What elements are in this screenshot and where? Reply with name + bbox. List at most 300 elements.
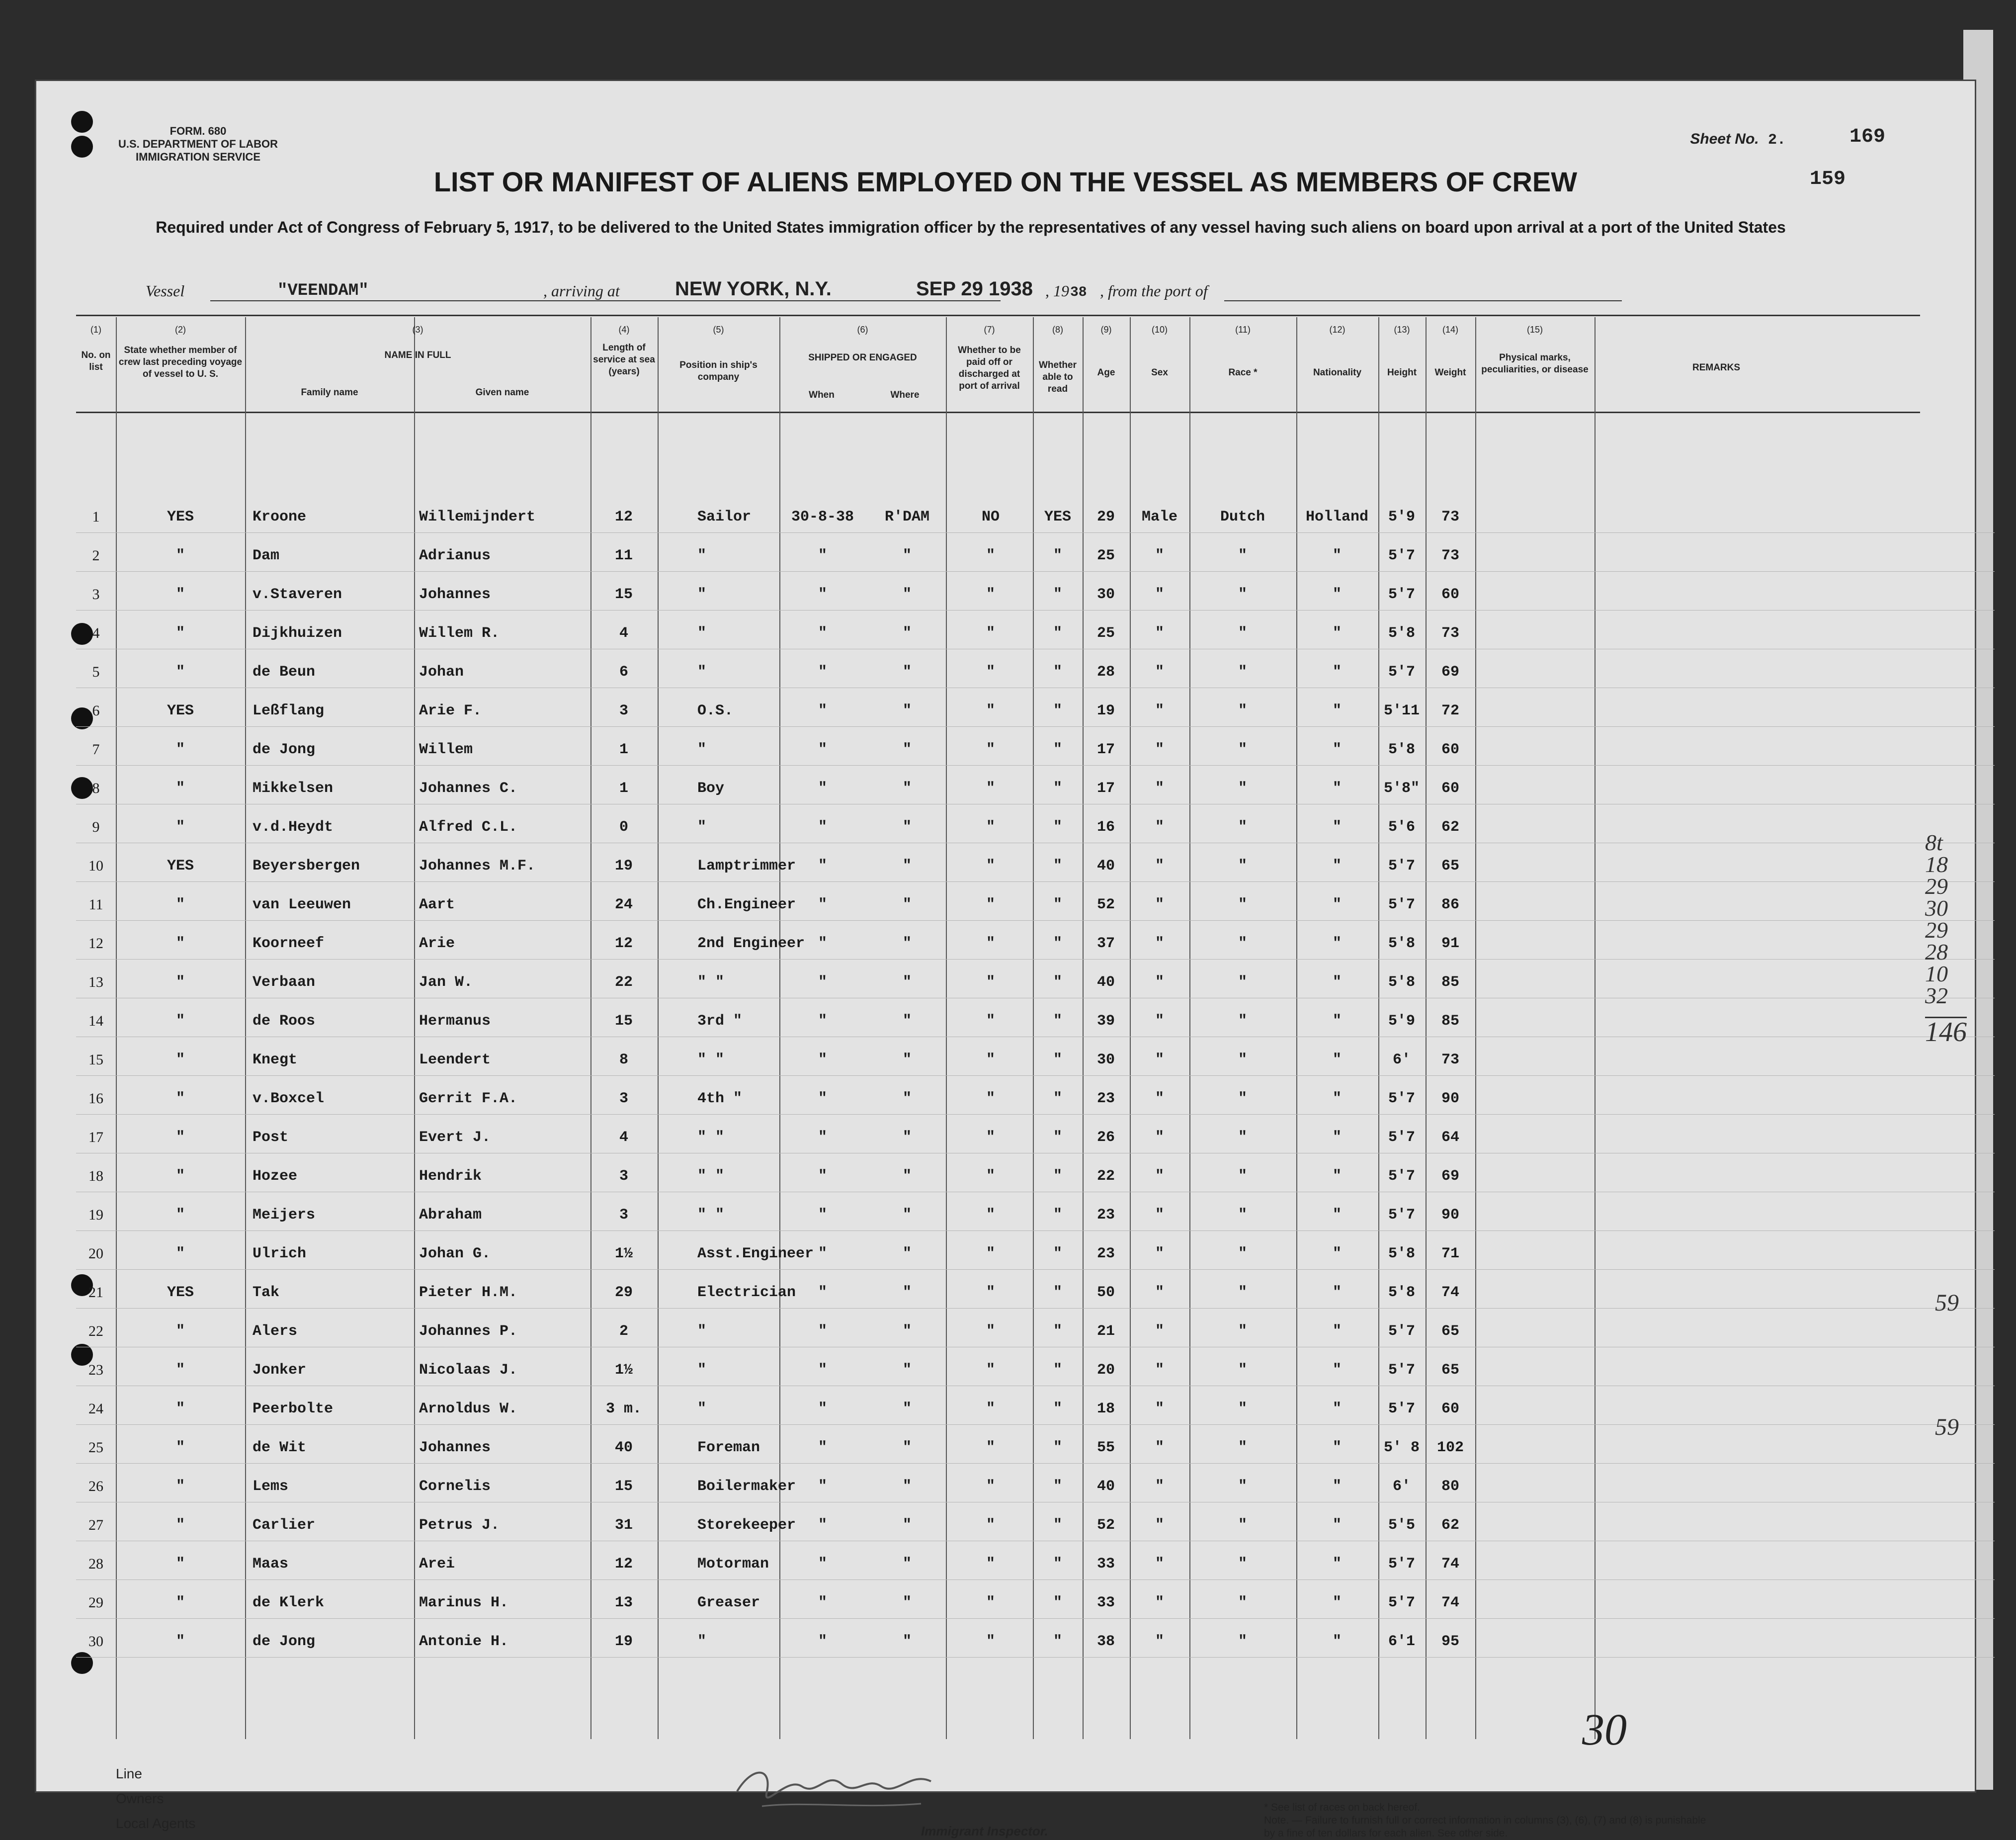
cell-weight: 73	[1441, 509, 1460, 526]
cell-state: "	[175, 935, 185, 952]
header-sex: Sex	[1151, 367, 1168, 378]
cell-paid-off: "	[986, 1401, 996, 1417]
cell-age: 38	[1096, 1633, 1115, 1650]
cell-where: "	[902, 1129, 912, 1146]
cell-where: "	[902, 1362, 912, 1379]
cell-weight: 60	[1441, 586, 1460, 603]
cell-where: "	[902, 1556, 912, 1573]
cell-state: "	[175, 1478, 185, 1495]
cell-position: Motorman	[697, 1556, 769, 1573]
cell-height: 5'7	[1388, 586, 1416, 603]
cell-family-name: de Roos	[252, 1013, 316, 1030]
cell-when: "	[818, 1090, 828, 1107]
cell-where: "	[902, 1517, 912, 1534]
cell-race: "	[1238, 1245, 1248, 1262]
cell-given-name: Willem	[419, 741, 473, 758]
footer-line-label: Line	[116, 1766, 142, 1781]
cell-when: "	[818, 1633, 828, 1650]
cell-no: 26	[88, 1478, 103, 1494]
cell-age: 21	[1096, 1323, 1115, 1340]
cell-state: "	[175, 819, 185, 836]
cell-family-name: de Jong	[252, 741, 316, 758]
cell-given-name: Johannes P.	[419, 1323, 518, 1340]
cell-race: "	[1238, 1478, 1248, 1495]
cell-family-name: de Wit	[252, 1439, 307, 1456]
cell-age: 40	[1096, 858, 1115, 875]
cell-given-name: Pieter H.M.	[419, 1284, 518, 1301]
cell-given-name: Evert J.	[419, 1129, 491, 1146]
cell-state: "	[175, 1051, 185, 1068]
cell-nationality: "	[1332, 1129, 1342, 1146]
cell-weight: 80	[1441, 1478, 1460, 1495]
header-shipped: SHIPPED OR ENGAGED	[808, 352, 917, 363]
cell-race: "	[1238, 1439, 1248, 1456]
cell-nationality: "	[1332, 1323, 1342, 1340]
cell-read: "	[1053, 702, 1063, 719]
cell-read: "	[1053, 1245, 1063, 1262]
cell-nationality: "	[1332, 1556, 1342, 1573]
cell-read: "	[1053, 1284, 1063, 1301]
cell-nationality: "	[1332, 896, 1342, 913]
cell-sex: "	[1155, 896, 1165, 913]
cell-age: 52	[1096, 1517, 1115, 1534]
cell-given-name: Leendert	[419, 1051, 491, 1068]
table-row	[76, 959, 1995, 998]
cell-family-name: de Jong	[252, 1633, 316, 1650]
cell-no: 7	[92, 741, 100, 758]
cell-weight: 86	[1441, 896, 1460, 913]
tally-total: 146	[1925, 1017, 1967, 1048]
cell-given-name: Johan	[419, 664, 464, 681]
cell-given-name: Arie	[419, 935, 455, 952]
footer-owners-label: Owners	[116, 1791, 164, 1806]
cell-length: 3	[619, 1168, 629, 1185]
cell-height: 5'8	[1388, 741, 1416, 758]
cell-position: Asst.Engineer	[697, 1245, 814, 1262]
cell-position: Sailor	[697, 509, 752, 526]
cell-nationality: "	[1332, 780, 1342, 797]
cell-sex: "	[1155, 702, 1165, 719]
cell-height: 5'7	[1388, 1594, 1416, 1611]
header-nationality: Nationality	[1313, 367, 1362, 378]
cell-given-name: Arnoldus W.	[419, 1401, 518, 1417]
cell-age: 25	[1096, 547, 1115, 564]
cell-race: "	[1238, 1517, 1248, 1534]
cell-race: "	[1238, 819, 1248, 836]
cell-when: "	[818, 974, 828, 991]
cell-family-name: Ulrich	[252, 1245, 307, 1262]
cell-when: "	[818, 1013, 828, 1030]
cell-given-name: Johannes M.F.	[419, 858, 536, 875]
table-row	[76, 998, 1995, 1037]
cell-age: 22	[1096, 1168, 1115, 1185]
cell-sex: "	[1155, 1517, 1165, 1534]
cell-read: "	[1053, 586, 1063, 603]
cell-height: 5'9	[1388, 1013, 1416, 1030]
cell-read: "	[1053, 1517, 1063, 1534]
cell-position: Boy	[697, 780, 725, 797]
cell-race: "	[1238, 1633, 1248, 1650]
tally-number: 28	[1925, 939, 1948, 964]
service-name: IMMIGRATION SERVICE	[136, 151, 260, 163]
cell-nationality: "	[1332, 1594, 1342, 1611]
cell-family-name: Kroone	[252, 509, 307, 526]
punch-hole	[71, 136, 93, 158]
cell-read: "	[1053, 1362, 1063, 1379]
cell-sex: "	[1155, 586, 1165, 603]
cell-race: "	[1238, 625, 1248, 642]
table-row	[76, 571, 1995, 611]
cell-family-name: Peerbolte	[252, 1401, 334, 1417]
cell-when: "	[818, 1362, 828, 1379]
cell-position: 3rd "	[697, 1013, 743, 1030]
cell-sex: "	[1155, 1051, 1165, 1068]
cell-position: Electrician	[697, 1284, 796, 1301]
table-row	[76, 1153, 1995, 1192]
cell-read: "	[1053, 1090, 1063, 1107]
cell-state: "	[175, 1013, 185, 1030]
cell-age: 25	[1096, 625, 1115, 642]
cell-state: "	[175, 974, 185, 991]
cell-position: "	[697, 741, 707, 758]
cell-length: 31	[614, 1517, 633, 1534]
cell-age: 28	[1096, 664, 1115, 681]
cell-height: 5'7	[1388, 1207, 1416, 1224]
cell-paid-off: "	[986, 1090, 996, 1107]
cell-length: 3	[619, 702, 629, 719]
cell-state: YES	[167, 1284, 194, 1301]
cell-age: 19	[1096, 702, 1115, 719]
cell-position: "	[697, 1401, 707, 1417]
form-identification	[118, 125, 278, 164]
cell-age: 37	[1096, 935, 1115, 952]
cell-age: 33	[1096, 1556, 1115, 1573]
cell-family-name: Dam	[252, 547, 280, 564]
cell-race: "	[1238, 1362, 1248, 1379]
header-name-in-full: NAME IN FULL	[384, 350, 451, 360]
table-row	[76, 1230, 1995, 1270]
cell-height: 5'11	[1383, 702, 1420, 719]
col-num: (9)	[1100, 325, 1112, 335]
header-physical-marks: Physical marks, peculiarities, or disease	[1481, 352, 1589, 375]
cell-no: 15	[88, 1051, 103, 1068]
col-num: (15)	[1526, 325, 1543, 335]
cell-no: 27	[88, 1517, 103, 1533]
cell-paid-off: "	[986, 858, 996, 875]
cell-read: "	[1053, 819, 1063, 836]
races-note: * See list of races on back hereof.	[1264, 1802, 1421, 1813]
cell-state: "	[175, 1362, 185, 1379]
cell-read: "	[1053, 1129, 1063, 1146]
cell-length: 19	[614, 858, 633, 875]
cell-no: 1	[92, 509, 100, 525]
table-row	[76, 917, 1995, 960]
cell-given-name: Abraham	[419, 1207, 482, 1224]
cell-family-name: van Leeuwen	[252, 896, 351, 913]
cell-given-name: Adrianus	[419, 547, 491, 564]
cell-position: "	[697, 664, 707, 681]
cell-weight: 85	[1441, 1013, 1460, 1030]
cell-paid-off: "	[986, 1556, 996, 1573]
cell-nationality: "	[1332, 1090, 1342, 1107]
cell-paid-off: "	[986, 819, 996, 836]
cell-no: 9	[92, 819, 100, 835]
cell-sex: "	[1155, 1090, 1165, 1107]
cell-length: 12	[614, 1556, 633, 1573]
cell-read: "	[1053, 664, 1063, 681]
cell-height: 5'7	[1388, 1362, 1416, 1379]
cell-given-name: Arie F.	[419, 702, 482, 719]
header-paid-off: Whether to be paid off or discharged at port of arrival	[958, 345, 1021, 391]
cell-sex: "	[1155, 819, 1165, 836]
cell-family-name: v.Boxcel	[252, 1090, 325, 1107]
cell-height: 5'7	[1388, 547, 1416, 564]
header-state: State whether member of crew last preceding voyage of vessel to U. S.	[118, 345, 243, 379]
cell-paid-off: "	[986, 1013, 996, 1030]
cell-age: 18	[1096, 1401, 1115, 1417]
cell-race: "	[1238, 586, 1248, 603]
footer-agents-label: Local Agents	[116, 1816, 196, 1831]
manifest-title: LIST OR MANIFEST OF ALIENS EMPLOYED ON THE VESSEL AS MEMBERS OF CREW	[433, 166, 1578, 197]
cell-state: "	[175, 1245, 185, 1262]
cell-when: "	[818, 896, 828, 913]
footer-note	[1264, 1801, 1711, 1840]
table-row	[76, 532, 1995, 572]
cell-paid-off: "	[986, 1633, 996, 1650]
cell-weight: 64	[1441, 1129, 1460, 1146]
cell-height: 5'7	[1388, 1556, 1416, 1573]
cell-family-name: Carlier	[252, 1517, 316, 1534]
cell-weight: 73	[1441, 1051, 1460, 1068]
cell-nationality: "	[1332, 1051, 1342, 1068]
cell-length: 29	[614, 1284, 633, 1301]
cell-read: "	[1053, 1594, 1063, 1611]
header-where: Where	[890, 390, 920, 400]
cell-no: 4	[92, 625, 100, 641]
cell-weight: 95	[1441, 1633, 1460, 1650]
cell-position: "	[697, 586, 707, 603]
cell-when: 30-8-38	[791, 509, 854, 526]
cell-paid-off: "	[986, 1245, 996, 1262]
cell-length: 3	[619, 1207, 629, 1224]
cell-family-name: Alers	[252, 1323, 298, 1340]
table-row	[76, 765, 1995, 804]
cell-where: "	[902, 664, 912, 681]
cell-sex: "	[1155, 974, 1165, 991]
cell-position: Boilermaker	[697, 1478, 796, 1495]
table-row	[76, 1579, 1995, 1619]
cell-race: "	[1238, 547, 1248, 564]
cell-weight: 91	[1441, 935, 1460, 952]
cell-read: "	[1053, 1401, 1063, 1417]
cell-race: "	[1238, 664, 1248, 681]
manifest-sheet	[35, 80, 1976, 1839]
cell-sex: "	[1155, 935, 1165, 952]
cell-read: "	[1053, 1051, 1063, 1068]
cell-race: "	[1238, 1323, 1248, 1340]
cell-family-name: Maas	[252, 1556, 289, 1573]
cell-paid-off: "	[986, 664, 996, 681]
table-row	[76, 610, 1995, 649]
cell-state: "	[175, 547, 185, 564]
cell-no: 25	[88, 1439, 103, 1456]
cell-position: "	[697, 625, 707, 642]
col-num: (12)	[1329, 325, 1345, 335]
cell-position: 4th "	[697, 1090, 743, 1107]
cell-position: Greaser	[697, 1594, 760, 1611]
cell-state: "	[175, 1517, 185, 1534]
cell-paid-off: NO	[981, 509, 1000, 526]
cell-given-name: Jan W.	[419, 974, 473, 991]
year-value: 38	[1070, 285, 1087, 300]
cell-given-name: Johannes	[419, 1439, 491, 1456]
cell-length: 1½	[614, 1245, 633, 1262]
cell-race: "	[1238, 1051, 1248, 1068]
cell-weight: 69	[1441, 664, 1460, 681]
cell-length: 3	[619, 1090, 629, 1107]
cell-no: 11	[88, 896, 103, 913]
arrival-date: SEP 29 1938	[916, 278, 1033, 300]
cell-where: R'DAM	[884, 509, 930, 526]
cell-weight: 60	[1441, 1401, 1460, 1417]
header-remarks: REMARKS	[1692, 362, 1741, 373]
cell-age: 39	[1096, 1013, 1115, 1030]
cell-read: "	[1053, 780, 1063, 797]
cell-sex: "	[1155, 1207, 1165, 1224]
cell-nationality: "	[1332, 1362, 1342, 1379]
cell-nationality: "	[1332, 1517, 1342, 1534]
cell-family-name: Lems	[252, 1478, 289, 1495]
cell-length: 15	[614, 1013, 633, 1030]
cell-where: "	[902, 1594, 912, 1611]
cell-nationality: "	[1332, 625, 1342, 642]
cell-weight: 60	[1441, 741, 1460, 758]
cell-given-name: Willem R.	[419, 625, 500, 642]
cell-paid-off: "	[986, 625, 996, 642]
cell-age: 30	[1096, 586, 1115, 603]
cell-family-name: Verbaan	[252, 974, 316, 991]
table-row	[76, 1502, 1995, 1541]
col-num: (1)	[90, 325, 101, 335]
tally-number: 30	[1925, 895, 1948, 921]
cell-given-name: Willemijndert	[419, 509, 536, 526]
cell-when: "	[818, 547, 828, 564]
col-num: (7)	[984, 325, 995, 335]
tally-number: 29	[1925, 874, 1948, 899]
cell-state: YES	[167, 858, 194, 875]
cell-nationality: "	[1332, 702, 1342, 719]
cell-no: 18	[88, 1168, 103, 1184]
vessel-name: "VEENDAM"	[277, 281, 369, 300]
cell-no: 16	[88, 1090, 103, 1107]
cell-read: "	[1053, 935, 1063, 952]
cell-no: 10	[88, 858, 103, 874]
cell-height: 5'7	[1388, 1168, 1416, 1185]
cell-read: "	[1053, 896, 1063, 913]
cell-weight: 71	[1441, 1245, 1460, 1262]
cell-height: 5'6	[1388, 819, 1416, 836]
cell-where: "	[902, 741, 912, 758]
from-port-label: , from the port of	[1100, 282, 1208, 300]
cell-given-name: Marinus H.	[419, 1594, 509, 1611]
cell-where: "	[902, 1439, 912, 1456]
cell-height: 6'	[1392, 1051, 1411, 1068]
table-row	[76, 1192, 1995, 1231]
cell-when: "	[818, 1478, 828, 1495]
cell-age: 17	[1096, 741, 1115, 758]
cell-no: 19	[88, 1207, 103, 1223]
cell-position: "	[697, 547, 707, 564]
cell-paid-off: "	[986, 1594, 996, 1611]
cell-paid-off: "	[986, 1129, 996, 1146]
cell-position: Storekeeper	[697, 1517, 796, 1534]
header-read: Whether able to read	[1039, 360, 1077, 394]
cell-sex: Male	[1141, 509, 1178, 526]
cell-position: Foreman	[697, 1439, 760, 1456]
cell-state: "	[175, 896, 185, 913]
header-position: Position in ship's company	[679, 360, 757, 382]
cell-read: "	[1053, 1323, 1063, 1340]
cell-read: "	[1053, 547, 1063, 564]
cell-race: "	[1238, 1129, 1248, 1146]
table-row	[76, 1269, 1995, 1309]
cell-weight: 74	[1441, 1284, 1460, 1301]
cell-sex: "	[1155, 1401, 1165, 1417]
tally-number: 18	[1925, 852, 1948, 877]
cell-height: 5'7	[1388, 858, 1416, 875]
cell-age: 50	[1096, 1284, 1115, 1301]
cell-paid-off: "	[986, 1478, 996, 1495]
cell-where: "	[902, 780, 912, 797]
cell-sex: "	[1155, 1323, 1165, 1340]
cell-where: "	[902, 935, 912, 952]
cell-where: "	[902, 702, 912, 719]
cell-weight: 69	[1441, 1168, 1460, 1185]
cell-race: "	[1238, 1207, 1248, 1224]
tally-number: 10	[1925, 961, 1948, 986]
cell-weight: 65	[1441, 1362, 1460, 1379]
cell-paid-off: "	[986, 896, 996, 913]
header-when: When	[809, 390, 835, 400]
cell-age: 26	[1096, 1129, 1115, 1146]
cell-sex: "	[1155, 1594, 1165, 1611]
cell-when: "	[818, 1245, 828, 1262]
cell-sex: "	[1155, 664, 1165, 681]
cell-age: 23	[1096, 1090, 1115, 1107]
cell-when: "	[818, 819, 828, 836]
cell-read: "	[1053, 1556, 1063, 1573]
cell-where: "	[902, 1633, 912, 1650]
cell-weight: 74	[1441, 1594, 1460, 1611]
cell-weight: 62	[1441, 819, 1460, 836]
cell-when: "	[818, 625, 828, 642]
cell-given-name: Johan G.	[419, 1245, 491, 1262]
cell-height: 5'8	[1388, 625, 1416, 642]
cell-given-name: Alfred C.L.	[419, 819, 518, 836]
cell-paid-off: "	[986, 1284, 996, 1301]
cell-no: 8	[92, 780, 100, 796]
cell-read: "	[1053, 1478, 1063, 1495]
cell-no: 12	[88, 935, 103, 952]
cell-age: 40	[1096, 974, 1115, 991]
cell-weight: 60	[1441, 780, 1460, 797]
cell-race: "	[1238, 1284, 1248, 1301]
cell-height: 6'	[1392, 1478, 1411, 1495]
penalty-note: Note. — Failure to furnish full or correct information in columns (3), (6), (7) and (8) is punishable by a fine of ten dollars for each alien. See other side.	[1264, 1815, 1706, 1839]
cell-paid-off: "	[986, 780, 996, 797]
cell-nationality: "	[1332, 819, 1342, 836]
cell-position: "	[697, 819, 707, 836]
